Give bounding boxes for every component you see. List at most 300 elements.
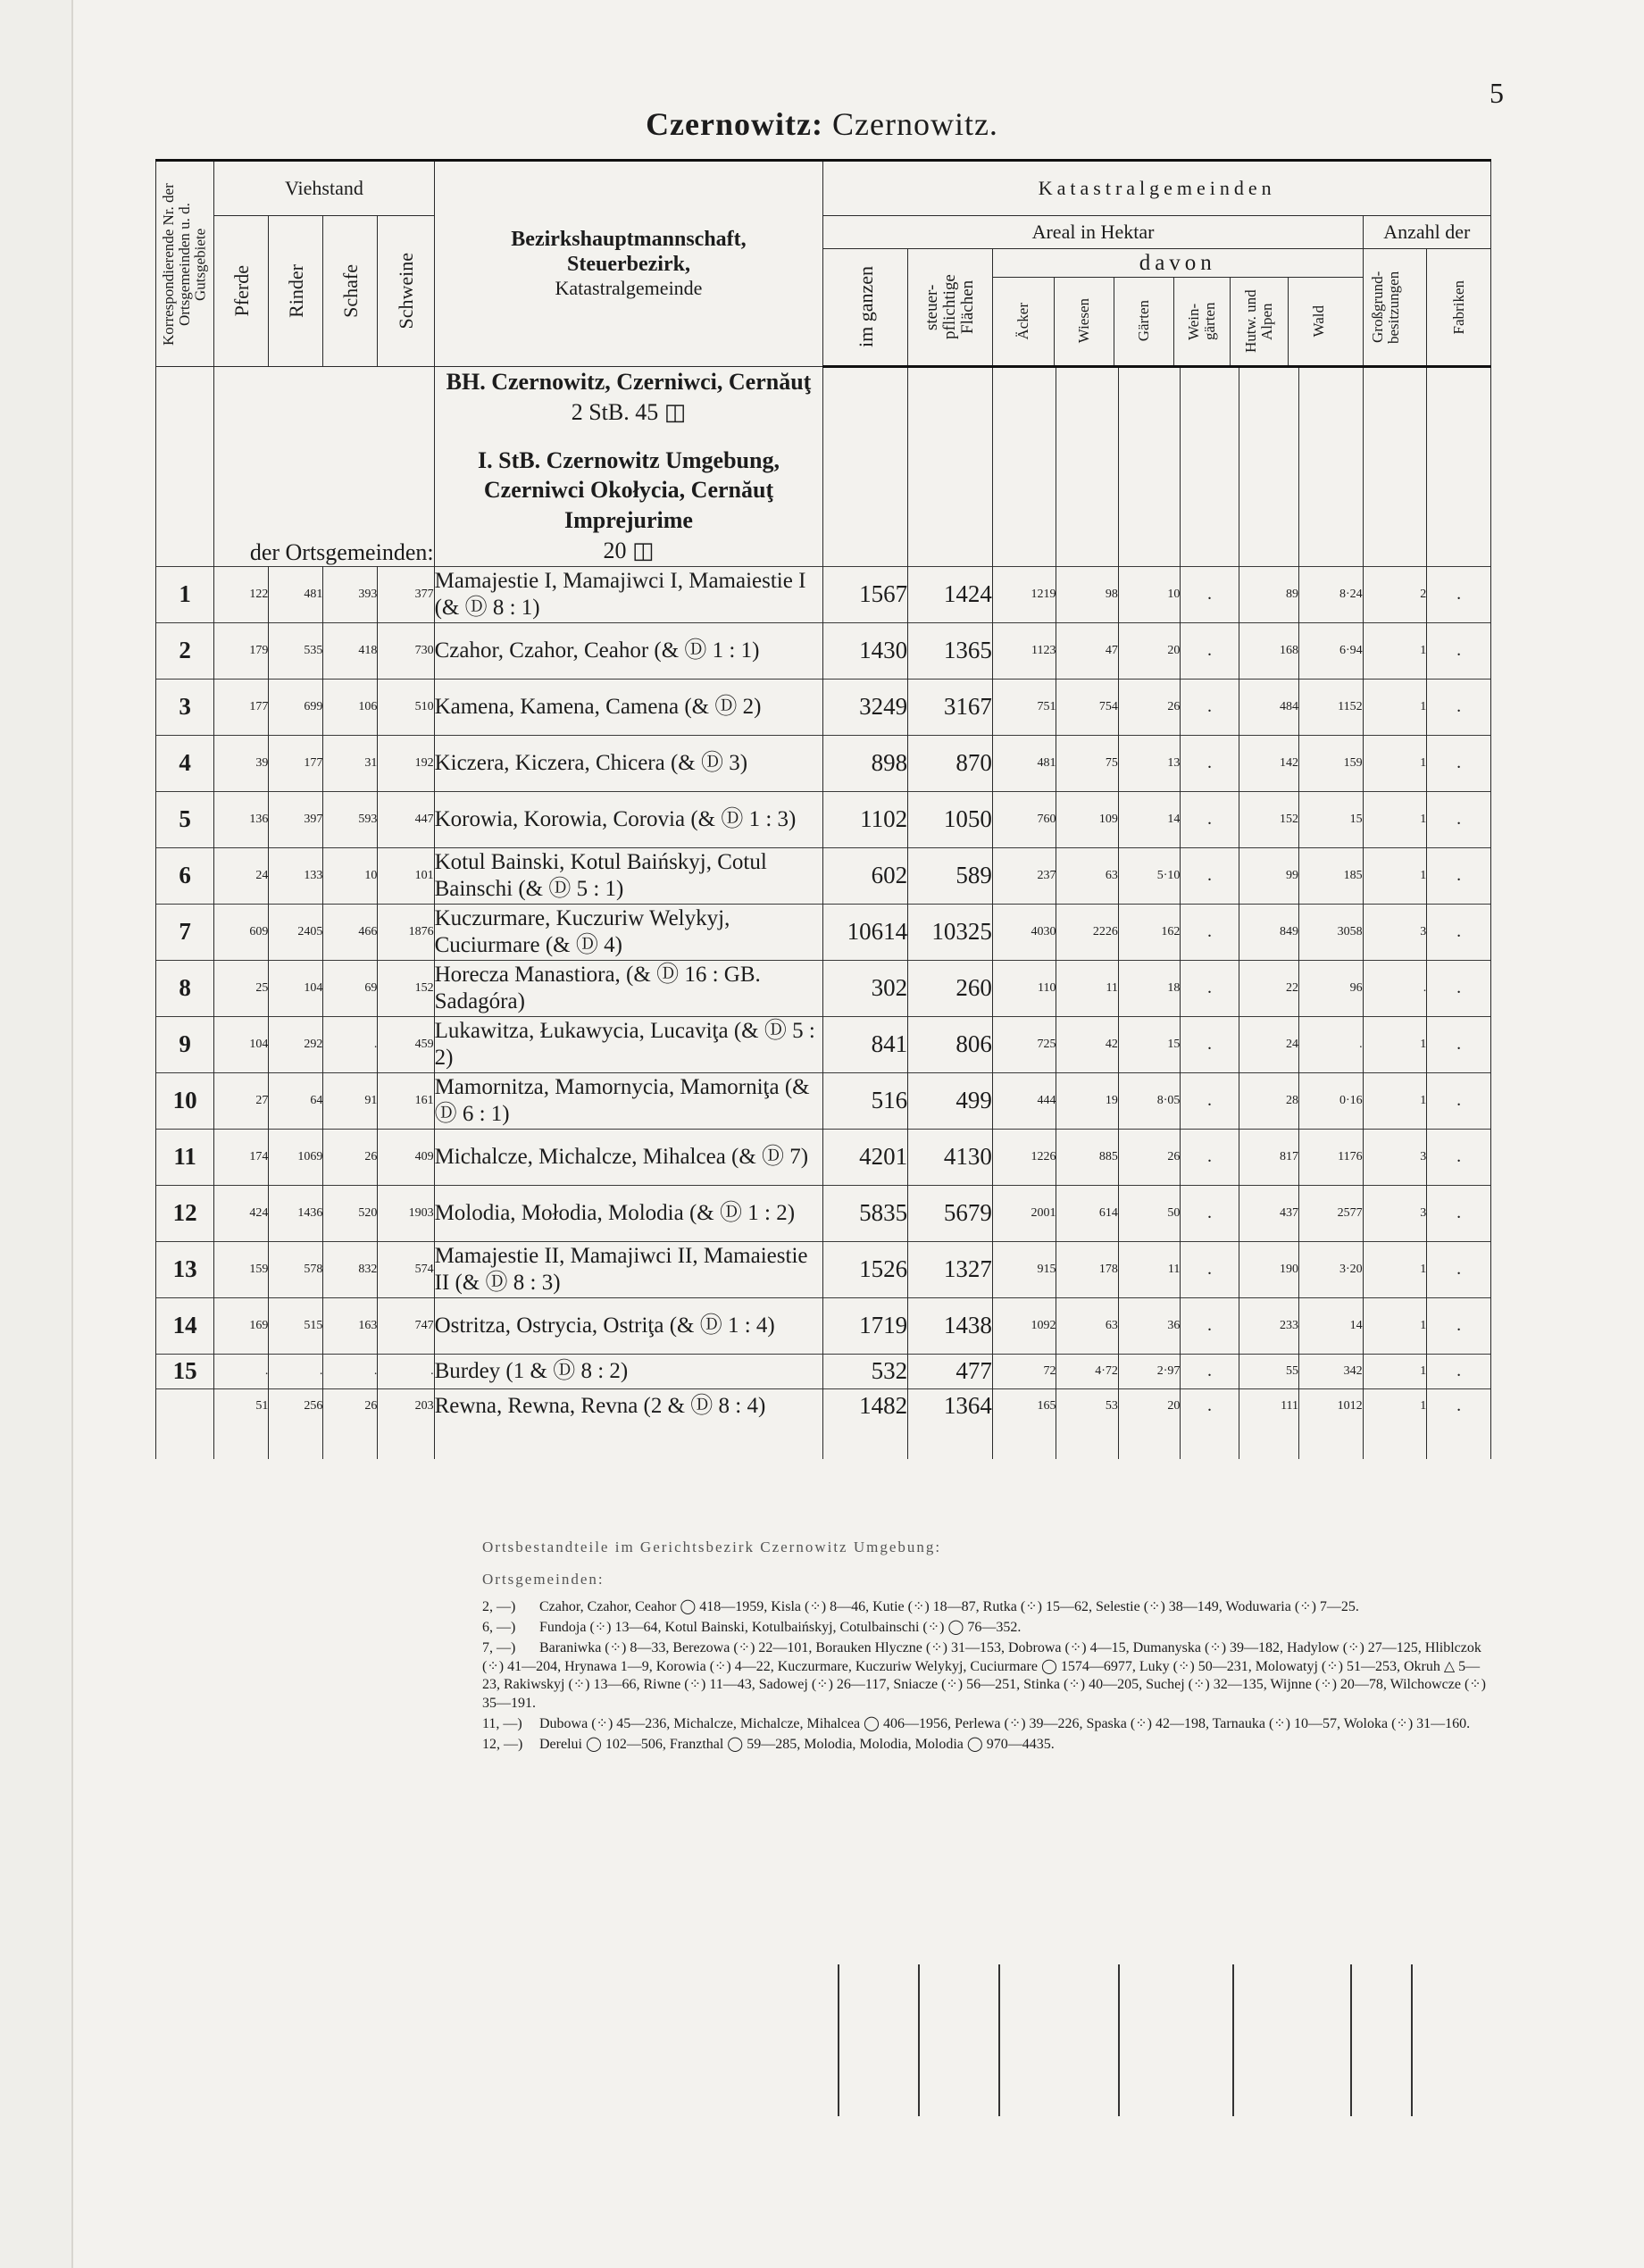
- bottom-rules: [155, 1964, 1491, 2116]
- cell-schafe: 69: [323, 960, 378, 1016]
- cell-gaerten: 10: [1118, 566, 1180, 622]
- cell-pferde: 27: [214, 1072, 269, 1129]
- row-number: 1: [156, 566, 214, 622]
- cell-gaerten: 26: [1118, 679, 1180, 735]
- rule-line: [918, 1964, 920, 2116]
- note-text: Fundoja (⁘) 13—64, Kotul Bainski, Kotulbaińskyj, Cotulbainschi (⁘) ◯ 76—352.: [539, 1619, 1022, 1635]
- cell-ganz: 4201: [823, 1129, 908, 1185]
- cell-wiesen: 19: [1056, 1072, 1118, 1129]
- rule-line: [1350, 1964, 1352, 2116]
- cell-steuer: 4130: [908, 1129, 993, 1185]
- cell-ganz: 1567: [823, 566, 908, 622]
- cell-ganz: 841: [823, 1016, 908, 1072]
- table-row: [156, 904, 1491, 960]
- cell-gaerten: 26: [1118, 1129, 1180, 1185]
- cell-pferde: 39: [214, 735, 269, 791]
- cell-schafe: 31: [323, 735, 378, 791]
- cell-wald: 6·94: [1299, 622, 1364, 679]
- header-bezirk-1: Bezirkshauptmannschaft,: [511, 228, 747, 252]
- cell-steuer: 1050: [908, 791, 993, 847]
- header-davon: davon: [993, 250, 1363, 278]
- cell-fabr: .: [1427, 1297, 1491, 1354]
- cell-ganz: 3249: [823, 679, 908, 735]
- cell-acker: 481: [992, 735, 1056, 791]
- note-text: Derelui ◯ 102—506, Franzthal ◯ 59—285, Molodia, Molodia, Molodia ◯ 970—4435.: [539, 1736, 1055, 1752]
- cell-gaerten: 36: [1118, 1297, 1180, 1354]
- header-bezirk: [434, 161, 823, 367]
- spacer-cell: [992, 1423, 1056, 1459]
- cell-schafe: 10: [323, 847, 378, 904]
- cell-ganz: 1526: [823, 1241, 908, 1297]
- district-stb-sub: 20 ◫: [603, 537, 655, 563]
- cell-ganz: 302: [823, 960, 908, 1016]
- cell-schafe: 91: [323, 1072, 378, 1129]
- cell-fabr: .: [1427, 566, 1491, 622]
- cell-pferde: 136: [214, 791, 269, 847]
- spacer-cell: [1363, 1423, 1427, 1459]
- cell-wein: .: [1181, 791, 1239, 847]
- cell-pferde: 122: [214, 566, 269, 622]
- cell-wald: 185: [1299, 847, 1364, 904]
- cell-schafe: 26: [323, 1388, 378, 1423]
- note-text: Czahor, Czahor, Ceahor ◯ 418—1959, Kisla (⁘) 8—46, Kutie (⁘) 18—87, Rutka (⁘) 15—62, Selestie (⁘) 38—149, Woduwaria (⁘) 7—25.: [539, 1599, 1359, 1615]
- cell-gaerten: 13: [1118, 735, 1180, 791]
- cell-wiesen: 47: [1056, 622, 1118, 679]
- table-row: [156, 1129, 1491, 1185]
- cell-hutw: 99: [1239, 847, 1298, 904]
- cell-wiesen: 53: [1056, 1388, 1118, 1423]
- table-row: [156, 1354, 1491, 1388]
- cell-hutw: 817: [1239, 1129, 1298, 1185]
- cell-wein: .: [1181, 1297, 1239, 1354]
- page-title: [0, 105, 1644, 143]
- cell-wald: 342: [1299, 1354, 1364, 1388]
- cell-acker: 72: [992, 1354, 1056, 1388]
- rule-line: [1411, 1964, 1413, 2116]
- cell-gross: 1: [1363, 622, 1427, 679]
- cell-schafe: .: [323, 1354, 378, 1388]
- cell-rinder: 64: [269, 1072, 323, 1129]
- note-text: Dubowa (⁘) 45—236, Michalcze, Michalcze, Mihalcea ◯ 406—1956, Perlewa (⁘) 39—226, Spaska (⁘) 42—198, Tarnauka (⁘) 10—57, Woloka (⁘) 31—160.: [539, 1715, 1471, 1731]
- cell-ganz: 898: [823, 735, 908, 791]
- cell-pferde: 51: [214, 1388, 269, 1423]
- spacer-cell: [156, 1423, 214, 1459]
- cell-hutw: 111: [1239, 1388, 1298, 1423]
- cell-fabr: .: [1427, 1388, 1491, 1423]
- header-steuer: steuer-pflichtige Flächen: [922, 274, 977, 340]
- cell-wald: 8·24: [1299, 566, 1364, 622]
- cell-schafe: .: [323, 1016, 378, 1072]
- cell-wein: .: [1181, 904, 1239, 960]
- header-bezirk-3: Katastralgemeinde: [555, 277, 703, 300]
- cell-rinder: 578: [269, 1241, 323, 1297]
- cell-rinder: 397: [269, 791, 323, 847]
- cell-gross: 1: [1363, 1241, 1427, 1297]
- header-schafe: Schafe: [338, 264, 362, 318]
- cell-katastralgemeinde: Horecza Manastiora, (& Ⓓ 16 : GB. Sadagóra): [434, 960, 823, 1016]
- note-key: 6, —): [482, 1619, 516, 1635]
- cell-wald: 14: [1299, 1297, 1364, 1354]
- cell-schafe: 418: [323, 622, 378, 679]
- rule-line: [1232, 1964, 1234, 2116]
- cell-fabr: .: [1427, 1016, 1491, 1072]
- cell-hutw: 190: [1239, 1241, 1298, 1297]
- cell-wald: 1012: [1299, 1388, 1364, 1423]
- note-key: 7, —): [482, 1639, 516, 1655]
- cell-wald: 159: [1299, 735, 1364, 791]
- cell-pferde: 25: [214, 960, 269, 1016]
- statistics-table: [155, 159, 1491, 1459]
- cell-wald: 0·16: [1299, 1072, 1364, 1129]
- table-row: [156, 735, 1491, 791]
- row-number: 11: [156, 1129, 214, 1185]
- cell-ganz: 1102: [823, 791, 908, 847]
- cell-steuer: 1438: [908, 1297, 993, 1354]
- cell-gross: 1: [1363, 1297, 1427, 1354]
- district-bh: BH. Czernowitz, Czerniwci, Cernăuţ: [446, 369, 812, 395]
- row-number: 3: [156, 679, 214, 735]
- cell-rinder: 292: [269, 1016, 323, 1072]
- cell-rinder: 104: [269, 960, 323, 1016]
- cell-schweine: 377: [378, 566, 434, 622]
- cell-rinder: 256: [269, 1388, 323, 1423]
- note-line: [482, 1715, 1491, 1734]
- table-row: [156, 791, 1491, 847]
- table-body: [156, 367, 1491, 1459]
- cell-wald: 3·20: [1299, 1241, 1364, 1297]
- cell-wiesen: 63: [1056, 1297, 1118, 1354]
- cell-pferde: 179: [214, 622, 269, 679]
- cell-katastralgemeinde: Mamajestie II, Mamajiwci II, Mamaiestie II (& Ⓓ 8 : 3): [434, 1241, 823, 1297]
- cell-wald: .: [1299, 1016, 1364, 1072]
- cell-katastralgemeinde: Kuczurmare, Kuczuriw Welykyj, Cuciurmare (& Ⓓ 4): [434, 904, 823, 960]
- row-number: 12: [156, 1185, 214, 1241]
- cell-acker: 1123: [992, 622, 1056, 679]
- header-wald: Wald: [1309, 304, 1327, 338]
- cell-fabr: .: [1427, 679, 1491, 735]
- cell-rinder: 2405: [269, 904, 323, 960]
- cell-fabr: .: [1427, 960, 1491, 1016]
- cell-wein: .: [1181, 847, 1239, 904]
- spacer-cell: [1299, 1423, 1364, 1459]
- cell-katastralgemeinde: Lukawitza, Łukawycia, Lucaviţa (& Ⓓ 5 : 2): [434, 1016, 823, 1072]
- rule-line: [1118, 1964, 1120, 2116]
- cell-schweine: 192: [378, 735, 434, 791]
- cell-acker: 4030: [992, 904, 1056, 960]
- cell-wein: .: [1181, 622, 1239, 679]
- cell-rinder: 177: [269, 735, 323, 791]
- cell-steuer: 870: [908, 735, 993, 791]
- cell-katastralgemeinde: Kamena, Kamena, Camena (& Ⓓ 2): [434, 679, 823, 735]
- district-bh-sub: 2 StB. 45 ◫: [571, 398, 687, 425]
- cell-wiesen: 75: [1056, 735, 1118, 791]
- cell-wein: .: [1181, 1016, 1239, 1072]
- cell-schweine: 101: [378, 847, 434, 904]
- cell-steuer: 1364: [908, 1388, 993, 1423]
- row-number: 6: [156, 847, 214, 904]
- cell-wiesen: 614: [1056, 1185, 1118, 1241]
- cell-schweine: 152: [378, 960, 434, 1016]
- cell-rinder: .: [269, 1354, 323, 1388]
- page-number: 5: [1490, 77, 1504, 109]
- cell-wald: 3058: [1299, 904, 1364, 960]
- cell-gaerten: 162: [1118, 904, 1180, 960]
- cell-wald: 96: [1299, 960, 1364, 1016]
- cell-fabr: .: [1427, 735, 1491, 791]
- cell-ganz: 1482: [823, 1388, 908, 1423]
- cell-gross: 3: [1363, 1185, 1427, 1241]
- table-row: [156, 1297, 1491, 1354]
- cell-hutw: 233: [1239, 1297, 1298, 1354]
- header-areal: Areal in Hektar: [823, 216, 1363, 249]
- cell-gross: .: [1363, 960, 1427, 1016]
- cell-wiesen: 4·72: [1056, 1354, 1118, 1388]
- cell-gaerten: 14: [1118, 791, 1180, 847]
- row-number: 5: [156, 791, 214, 847]
- cell-wein: .: [1181, 679, 1239, 735]
- row-number: 13: [156, 1241, 214, 1297]
- cell-katastralgemeinde: Rewna, Rewna, Revna (2 & Ⓓ 8 : 4): [434, 1388, 823, 1423]
- cell-pferde: 159: [214, 1241, 269, 1297]
- cell-schweine: 447: [378, 791, 434, 847]
- cell-hutw: 55: [1239, 1354, 1298, 1388]
- cell-steuer: 10325: [908, 904, 993, 960]
- cell-fabr: .: [1427, 1354, 1491, 1388]
- header-gaerten: Gärten: [1134, 300, 1152, 342]
- header-hutw: Hutw. und Alpen: [1242, 289, 1275, 353]
- header-korr: Korrespondierende Nr. der Ortsgemeinden u. d. Gutsgebiete: [160, 182, 209, 346]
- cell-schweine: 747: [378, 1297, 434, 1354]
- cell-rinder: 481: [269, 566, 323, 622]
- cell-pferde: 609: [214, 904, 269, 960]
- cell-steuer: 1327: [908, 1241, 993, 1297]
- cell-gross: 3: [1363, 1129, 1427, 1185]
- note-line: [482, 1619, 1491, 1638]
- header-katastral: Katastralgemeinden: [823, 161, 1491, 216]
- cell-schweine: 730: [378, 622, 434, 679]
- cell-schafe: 393: [323, 566, 378, 622]
- cell-wein: .: [1181, 1129, 1239, 1185]
- cell-hutw: 89: [1239, 566, 1298, 622]
- cell-schweine: 459: [378, 1016, 434, 1072]
- cell-gross: 2: [1363, 566, 1427, 622]
- cell-hutw: 152: [1239, 791, 1298, 847]
- header-wiesen: Wiesen: [1074, 298, 1092, 344]
- header-schweine: Schweine: [394, 253, 417, 329]
- page-title-rest: Czernowitz.: [831, 106, 998, 142]
- header-grossgrund: Großgrund-besitzungen: [1368, 271, 1402, 344]
- district-row: [156, 367, 1491, 567]
- district-stb: I. StB. Czernowitz Umgebung, Czerniwci Okołycia, Cernăuţ Imprejurime: [477, 446, 780, 534]
- cell-gaerten: 20: [1118, 622, 1180, 679]
- cell-steuer: 477: [908, 1354, 993, 1388]
- cell-gaerten: 15: [1118, 1016, 1180, 1072]
- cell-schweine: 1876: [378, 904, 434, 960]
- table-row: [156, 566, 1491, 622]
- cell-wiesen: 98: [1056, 566, 1118, 622]
- header-rinder: Rinder: [284, 264, 307, 318]
- spacer-cell: [908, 1423, 993, 1459]
- cell-pferde: 174: [214, 1129, 269, 1185]
- table-row: [156, 847, 1491, 904]
- page-title-bold: Czernowitz:: [646, 106, 823, 142]
- cell-wiesen: 11: [1056, 960, 1118, 1016]
- table-row: [156, 679, 1491, 735]
- cell-acker: 110: [992, 960, 1056, 1016]
- cell-katastralgemeinde: Mamajestie I, Mamajiwci I, Mamaiestie I (& Ⓓ 8 : 1): [434, 566, 823, 622]
- header-im-ganzen: im ganzen: [854, 266, 877, 348]
- spacer-cell: [269, 1423, 323, 1459]
- cell-gross: 1: [1363, 1016, 1427, 1072]
- spacer-cell: [1427, 1423, 1491, 1459]
- cell-schweine: 510: [378, 679, 434, 735]
- cell-pferde: .: [214, 1354, 269, 1388]
- row-number: 9: [156, 1016, 214, 1072]
- cell-acker: 725: [992, 1016, 1056, 1072]
- cell-wald: 15: [1299, 791, 1364, 847]
- cell-gaerten: 5·10: [1118, 847, 1180, 904]
- cell-katastralgemeinde: Czahor, Czahor, Ceahor (& Ⓓ 1 : 1): [434, 622, 823, 679]
- cell-steuer: 1424: [908, 566, 993, 622]
- cell-ganz: 1430: [823, 622, 908, 679]
- spacer-cell: [323, 1423, 378, 1459]
- cell-gaerten: 18: [1118, 960, 1180, 1016]
- cell-schweine: 203: [378, 1388, 434, 1423]
- cell-schafe: 163: [323, 1297, 378, 1354]
- cell-gaerten: 50: [1118, 1185, 1180, 1241]
- cell-gross: 1: [1363, 791, 1427, 847]
- table-row: [156, 960, 1491, 1016]
- cell-schafe: 832: [323, 1241, 378, 1297]
- cell-fabr: .: [1427, 622, 1491, 679]
- statistics-table-wrap: [155, 159, 1491, 1459]
- note-key: 2, —): [482, 1599, 516, 1615]
- spacer-cell: [378, 1423, 434, 1459]
- cell-pferde: 24: [214, 847, 269, 904]
- cell-fabr: .: [1427, 904, 1491, 960]
- cell-acker: 915: [992, 1241, 1056, 1297]
- row-number: 8: [156, 960, 214, 1016]
- cell-steuer: 589: [908, 847, 993, 904]
- cell-pferde: 104: [214, 1016, 269, 1072]
- table-row: [156, 1072, 1491, 1129]
- cell-fabr: .: [1427, 791, 1491, 847]
- cell-hutw: 437: [1239, 1185, 1298, 1241]
- row-number: 7: [156, 904, 214, 960]
- cell-hutw: 22: [1239, 960, 1298, 1016]
- cell-ganz: 1719: [823, 1297, 908, 1354]
- cell-rinder: 133: [269, 847, 323, 904]
- note-text: Baraniwka (⁘) 8—33, Berezowa (⁘) 22—101, Borauken Hlyczne (⁘) 31—153, Dobrowa (⁘) 4—15, Dumanyska (⁘) 39—182, Hadylow (⁘) 27—125, Hliblczok (⁘) 41—204, Hrynawa 1—9, Korowia (⁘) 4—22, Kuczurmare, Kuczuriw Welykyj, Cuciurmare ◯ 1574—6977, Luky (⁘) 50—231, Molowatyj (⁘) 51—253, Okruh △ 5—23, Rakiwskyj (⁘) 13—66, Riwne (⁘) 11—43, Sadowej (⁘) 26—117, Sniacze (⁘) 56—251, Stinka (⁘) 40—205, Suchej (⁘) 32—135, Wijnne (⁘) 20—78, Wilchowcze (⁘) 35—191.: [482, 1639, 1487, 1712]
- cell-wein: .: [1181, 566, 1239, 622]
- cell-fabr: .: [1427, 1185, 1491, 1241]
- row-number: 2: [156, 622, 214, 679]
- spacer-cell: [1118, 1423, 1180, 1459]
- note-key: 11, —): [482, 1715, 522, 1731]
- cell-acker: 444: [992, 1072, 1056, 1129]
- cell-fabr: .: [1427, 1072, 1491, 1129]
- table-row: [156, 622, 1491, 679]
- cell-katastralgemeinde: Kotul Bainski, Kotul Baińskyj, Cotul Bainschi (& Ⓓ 5 : 1): [434, 847, 823, 904]
- cell-steuer: 260: [908, 960, 993, 1016]
- table-row: [156, 1016, 1491, 1072]
- cell-pferde: 424: [214, 1185, 269, 1241]
- notes-heading: Ortsbestandteile im Gerichtsbezirk Czernowitz Umgebung:: [482, 1538, 942, 1555]
- cell-ganz: 516: [823, 1072, 908, 1129]
- cell-hutw: 24: [1239, 1016, 1298, 1072]
- header-anzahl: Anzahl der: [1363, 216, 1490, 249]
- rule-line: [998, 1964, 1000, 2116]
- row-number: 10: [156, 1072, 214, 1129]
- cell-acker: 1219: [992, 566, 1056, 622]
- cell-rinder: 515: [269, 1297, 323, 1354]
- row-number: [156, 1388, 214, 1423]
- cell-hutw: 484: [1239, 679, 1298, 735]
- spacer-cell: [1239, 1423, 1298, 1459]
- cell-hutw: 28: [1239, 1072, 1298, 1129]
- header-fabriken: Fabriken: [1449, 279, 1467, 335]
- cell-steuer: 1365: [908, 622, 993, 679]
- cell-hutw: 849: [1239, 904, 1298, 960]
- cell-katastralgemeinde: Michalcze, Michalcze, Mihalcea (& Ⓓ 7): [434, 1129, 823, 1185]
- cell-gaerten: 2·97: [1118, 1354, 1180, 1388]
- cell-wein: .: [1181, 1388, 1239, 1423]
- notes-lines: [482, 1598, 1491, 1754]
- cell-pferde: 169: [214, 1297, 269, 1354]
- spacer-row: [156, 1423, 1491, 1459]
- cell-katastralgemeinde: Burdey (1 & Ⓓ 8 : 2): [434, 1354, 823, 1388]
- cell-hutw: 168: [1239, 622, 1298, 679]
- cell-acker: 237: [992, 847, 1056, 904]
- cell-schafe: 593: [323, 791, 378, 847]
- cell-wiesen: 754: [1056, 679, 1118, 735]
- cell-gross: 1: [1363, 1072, 1427, 1129]
- rule-line: [838, 1964, 839, 2116]
- cell-acker: 1226: [992, 1129, 1056, 1185]
- cell-ganz: 10614: [823, 904, 908, 960]
- cell-schafe: 106: [323, 679, 378, 735]
- cell-wald: 2577: [1299, 1185, 1364, 1241]
- cell-steuer: 3167: [908, 679, 993, 735]
- spacer-cell: [1056, 1423, 1118, 1459]
- cell-wald: 1176: [1299, 1129, 1364, 1185]
- cell-wein: .: [1181, 1072, 1239, 1129]
- cell-steuer: 5679: [908, 1185, 993, 1241]
- cell-schafe: 26: [323, 1129, 378, 1185]
- note-line: [482, 1639, 1491, 1714]
- district-block: [434, 367, 823, 567]
- header-pferde: Pferde: [229, 265, 253, 317]
- cell-fabr: .: [1427, 1241, 1491, 1297]
- cell-ganz: 5835: [823, 1185, 908, 1241]
- row-number: 4: [156, 735, 214, 791]
- table-row: [156, 1241, 1491, 1297]
- cell-gross: 1: [1363, 1388, 1427, 1423]
- table-row: [156, 1388, 1491, 1423]
- cell-wein: .: [1181, 735, 1239, 791]
- cell-gaerten: 8·05: [1118, 1072, 1180, 1129]
- cell-pferde: 177: [214, 679, 269, 735]
- label-gemeinden: der Ortsgemeinden:: [214, 367, 434, 567]
- note-key: 12, —): [482, 1736, 523, 1752]
- spacer-cell: [823, 1423, 908, 1459]
- cell-gross: 1: [1363, 847, 1427, 904]
- cell-acker: 165: [992, 1388, 1056, 1423]
- cell-fabr: .: [1427, 1129, 1491, 1185]
- cell-katastralgemeinde: Korowia, Korowia, Corovia (& Ⓓ 1 : 3): [434, 791, 823, 847]
- cell-katastralgemeinde: Mamornitza, Mamornycia, Mamorniţa (& Ⓓ 6 : 1): [434, 1072, 823, 1129]
- row-number: 14: [156, 1297, 214, 1354]
